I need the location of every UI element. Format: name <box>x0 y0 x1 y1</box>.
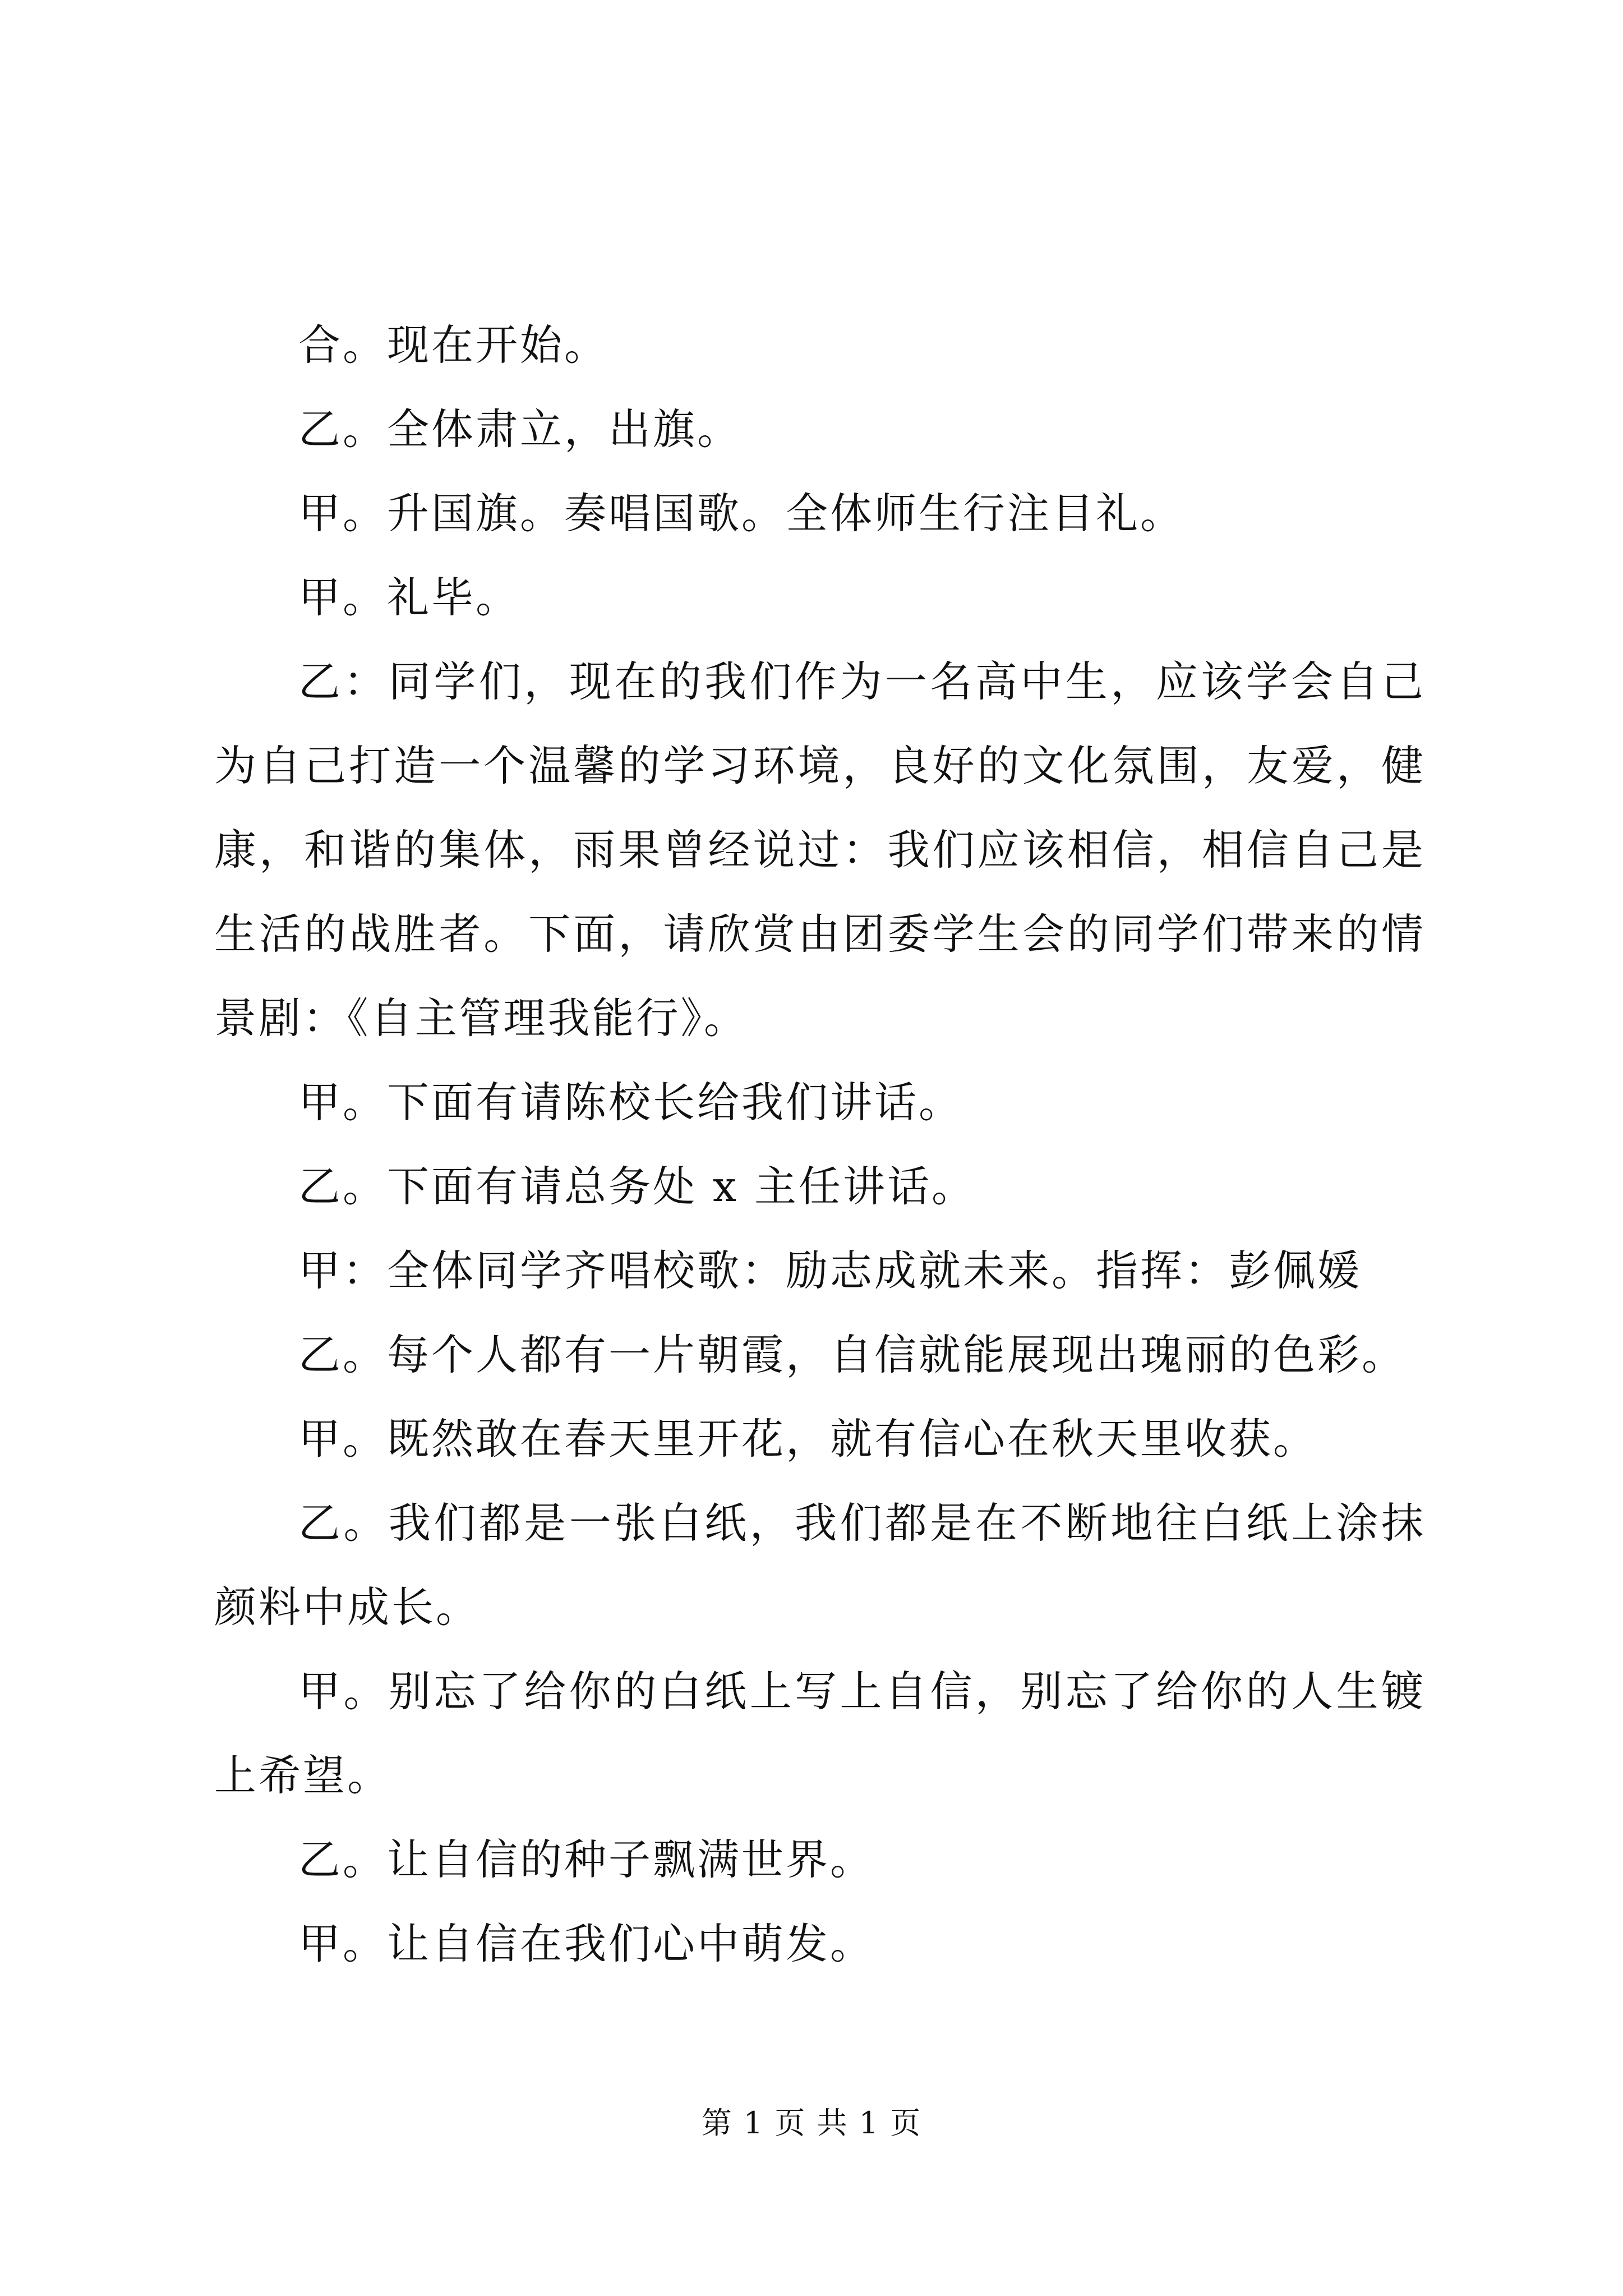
paragraph: 乙。我们都是一张白纸，我们都是在不断地往白纸上涂抹颜料中成长。 <box>214 1498 1426 1632</box>
paragraph: 甲。礼毕。 <box>298 573 520 622</box>
paragraph: 乙。下面有请总务处 x 主任讲话。 <box>298 1162 976 1211</box>
paragraph: 乙。让自信的种子飘满世界。 <box>298 1835 875 1884</box>
paragraph: 乙：同学们，现在的我们作为一名高中生，应该学会自己为自己打造一个温馨的学习环境，良好的文化氛围，友爱，健康，和谐的集体，雨果曾经说过：我们应该相信，相信自己是生活的战胜者。下面，请欣赏由团委学生会的同学们带来的情景剧：《自主管理我能行》。 <box>214 657 1426 1043</box>
paragraph: 甲。别忘了给你的白纸上写上自信，别忘了给你的人生镀上希望。 <box>214 1667 1426 1800</box>
paragraph: 合。现在开始。 <box>298 320 609 370</box>
paragraph: 甲。升国旗。奏唱国歌。全体师生行注目礼。 <box>298 489 1185 538</box>
paragraph: 甲。既然敢在春天里开花，就有信心在秋天里收获。 <box>298 1414 1318 1464</box>
paragraph: 乙。每个人都有一片朝霞，自信就能展现出瑰丽的色彩。 <box>298 1330 1407 1379</box>
paragraph: 甲：全体同学齐唱校歌：励志成就未来。指挥：彭佩媛 <box>298 1246 1362 1295</box>
paragraph: 甲。下面有请陈校长给我们讲话。 <box>298 1078 963 1127</box>
paragraph: 甲。让自信在我们心中萌发。 <box>298 1919 875 1968</box>
page-footer: 第 1 页 共 1 页 <box>701 2105 922 2141</box>
paragraph: 乙。全体肃立，出旗。 <box>298 404 742 454</box>
document-body <box>214 303 1426 1986</box>
